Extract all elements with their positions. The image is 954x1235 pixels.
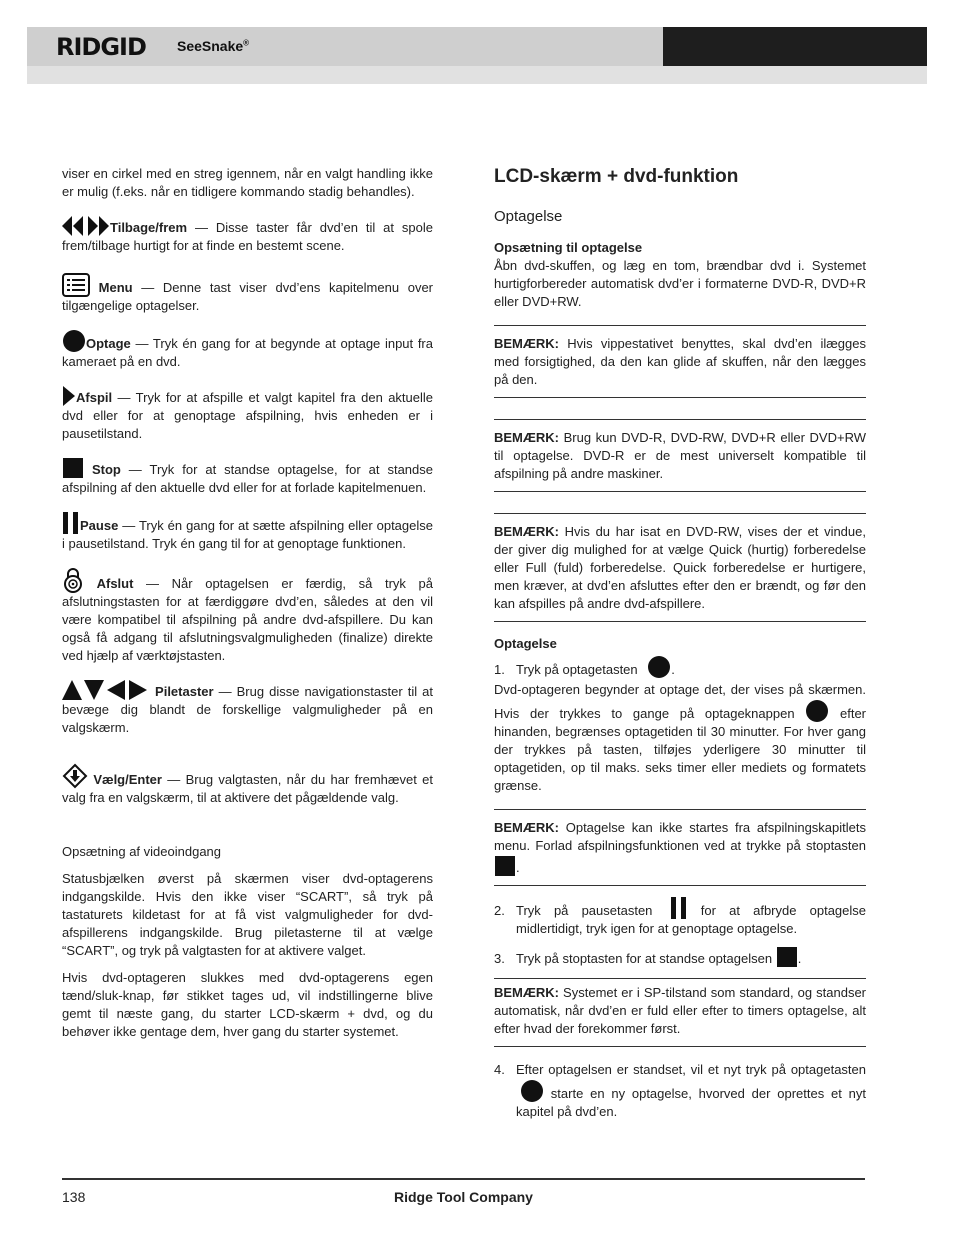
note-3: BEMÆRK: Hvis du har isat en DVD-RW, vises der et vindue, der giver dig mulighed for at vælge Quick (hurtig) forberedelse eller Full (fuld) forberedelse. Quick forberedelse er hurtigere, men kræver, at dvd’en afsluttes efter den er brændt, og før den kan afspilles på andre dvd-afspillere.	[494, 524, 866, 611]
key-finalize: Afslut — Når optagelsen er færdig, så tryk på afslutningstasten for at færdiggøre dvd’en, således at den vil være kompatibel til afspilning på andre dvd-afspillere. Du kan også få adgang til afslutningsvalgmuligheden (finalize) direkte ved hjælp af værktøjstasten.	[62, 567, 433, 665]
company-name: Ridge Tool Company	[394, 1189, 533, 1205]
record-icon	[805, 699, 829, 723]
note-divider	[494, 491, 866, 492]
header-dark-band	[663, 27, 927, 66]
video-input-text-1: Statusbjælken øverst på skærmen viser dvd-optagerens indgangskilde. Hvis den ikke viser “SCART”, så tryk på tastaturets kildetast for at få vist valgmuligheder for dvd-afspillerens indgangskilde. Brug piletasterne til at vælge “SCART”, og tryk på valgtasten for at aktivere valget.	[62, 871, 433, 958]
key-menu: Menu — Denne tast viser dvd’ens kapitelmenu over tilgængelige optagelser.	[62, 273, 433, 315]
stop-icon	[776, 946, 798, 968]
recording-text: Dvd-optageren begynder at optage det, der vises på skærmen. Hvis der trykkes to gange på optageknappen efter hinanden, begrænses optagetiden til 30 minutter. For hver gang der trykkes på tasten, tilføjes yderligere 30 minutter til optagetiden, op til maks. seks timer eller mediets og formatets grænse.	[494, 682, 866, 793]
note-1: BEMÆRK: Hvis vippestativet benyttes, skal dvd’en ilægges med forsigtighed, da den kan glide af skuffen, når den lægges på den.	[494, 336, 866, 387]
intro-text: viser en cirkel med en streg igennem, når en valgt handling ikke er mulig (f.eks. når en tidligere kommando stadig behandles).	[62, 166, 433, 199]
key-play: Afspil — Tryk for at afspille et valgt kapitel fra den aktuelle dvd eller for at genoptage afspilning, hvis enheden er i pausetilstand.	[62, 385, 433, 443]
key-record: Optage — Tryk én gang for at begynde at optage input fra kameraet på en dvd.	[62, 329, 433, 371]
note-divider	[494, 885, 866, 886]
finalize-icon	[62, 567, 84, 593]
section-subtitle: Optagelse	[494, 208, 563, 225]
page-header	[27, 27, 927, 84]
footer-divider	[62, 1178, 865, 1180]
record-icon	[62, 329, 86, 353]
step-4: 4. Efter optagelsen er standset, vil et nyt tryk på optagetasten starte en ny optagelse, hvorved der oprettes et nyt kapitel på dvd’en.	[494, 1062, 866, 1119]
ridgid-logo	[54, 32, 174, 60]
play-icon	[62, 385, 76, 407]
step-3: 3. Tryk på stoptasten for at standse optagelsen .	[494, 946, 866, 968]
setup-text: Åbn dvd-skuffen, og læg en tom, brændbar dvd i. Systemet hurtigforbereder automatisk dvd’er i formaterne DVD-R, DVD+R eller DVD+RW.	[494, 258, 866, 309]
video-input-heading: Opsætning af videoindgang	[62, 844, 222, 859]
note-divider	[494, 809, 866, 810]
note-4: BEMÆRK: Optagelse kan ikke startes fra afspilningskapitlets menu. Forlad afspilningsfunktionen ved at trykke på stoptasten .	[494, 820, 866, 875]
arrow-keys-icon	[62, 679, 150, 701]
note-divider	[494, 513, 866, 514]
stop-icon	[494, 855, 516, 877]
header-lower-band	[27, 66, 927, 84]
note-divider	[494, 978, 866, 979]
recording-heading: Optagelse	[494, 636, 557, 651]
stop-icon	[62, 457, 84, 479]
select-enter-icon	[62, 763, 88, 789]
note-2: BEMÆRK: Brug kun DVD-R, DVD-RW, DVD+R eller DVD+RW til optagelse. DVD-R er de mest universelt kompatible til afspilning på andre maskiner.	[494, 430, 866, 481]
note-divider	[494, 621, 866, 622]
step-2: 2. Tryk på pausetasten for at afbryde optagelse midlertidigt, tryk igen for at genoptage optagelse.	[494, 896, 866, 938]
page-number: 138	[62, 1189, 86, 1205]
pause-icon	[62, 511, 80, 535]
menu-icon	[62, 273, 90, 297]
note-divider	[494, 397, 866, 398]
record-icon	[520, 1079, 544, 1103]
key-select-enter: Vælg/Enter — Brug valgtasten, når du har fremhævet et valg fra en valgskærm, til at aktivere det pågældende valg.	[62, 763, 433, 807]
logo-text: RIDGID	[56, 33, 146, 60]
product-name: SeeSnake®	[177, 38, 250, 54]
note-divider	[494, 1046, 866, 1047]
record-icon	[647, 655, 671, 679]
rewind-forward-icon	[62, 215, 110, 237]
note-5: BEMÆRK: Systemet er i SP-tilstand som standard, og standser automatisk, når dvd’en er fuld eller efter to timers optagelse, alt efter hvad der forekommer først.	[494, 985, 866, 1036]
setup-heading: Opsætning til optagelse	[494, 240, 643, 255]
note-divider	[494, 419, 866, 420]
section-title: LCD-skærm + dvd-funktion	[494, 166, 739, 187]
note-divider	[494, 325, 866, 326]
key-rewind-forward: Tilbage/frem — Disse taster får dvd’en til at spole frem/tilbage hurtigt for at finde en bestemt scene.	[62, 215, 433, 255]
key-arrows: Piletaster — Brug disse navigationstaster til at bevæge dig blandt de forskellige valgmuligheder på en valgskærm.	[62, 679, 433, 737]
key-stop: Stop — Tryk for at standse optagelse, for at standse afspilning af den aktuelle dvd eller for at forlade kapitelmenuen.	[62, 457, 433, 497]
key-pause: Pause — Tryk én gang for at sætte afspilning eller optagelse i pausetilstand. Tryk én gang til for at genoptage funktionen.	[62, 511, 433, 553]
video-input-text-2: Hvis dvd-optageren slukkes med dvd-optagerens egen tænd/sluk-knap, før stikket tages ud, vil indstillingerne blive gemt til næste gang, du starter LCD-skærm + dvd, og du behøver ikke gentage dem, hver gang du starter systemet.	[62, 970, 433, 1039]
step-1: 1. Tryk på optagetasten .	[494, 655, 866, 679]
right-column	[494, 165, 866, 1121]
left-column	[62, 165, 433, 1041]
pause-icon	[670, 896, 688, 920]
